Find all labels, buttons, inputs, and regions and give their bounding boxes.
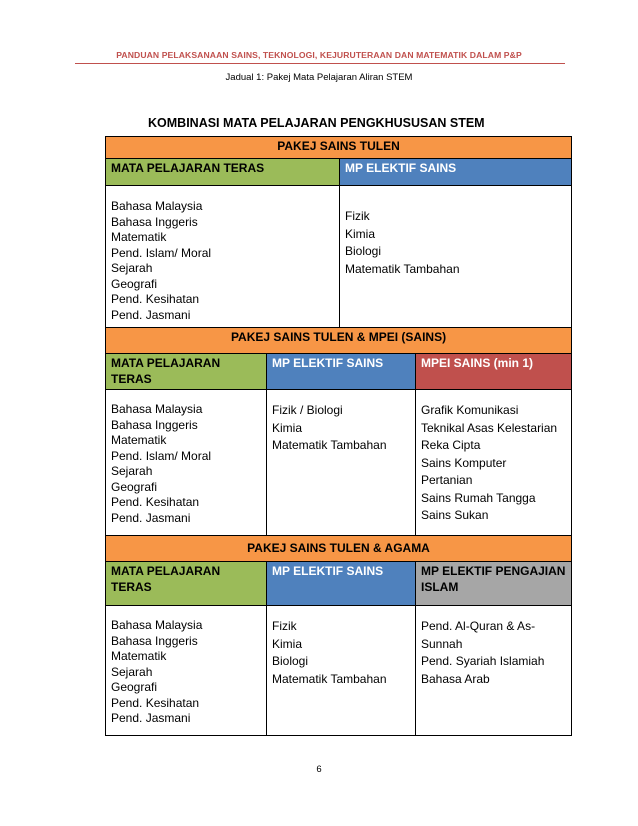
list-item: Biologi [345, 244, 382, 258]
subject-list [416, 390, 572, 536]
list-item: Teknikal Asas Kelestarian [421, 420, 558, 435]
list-item: Pend. Jasmani [111, 510, 191, 525]
subject-list [416, 606, 572, 736]
column-header: MP ELEKTIF SAINS [267, 562, 416, 606]
list-item: Kimia [272, 420, 303, 435]
list-item: Bahasa Inggeris [111, 633, 198, 648]
list-item: Fizik [345, 209, 370, 223]
column-header: MP ELEKTIF PENGAJIAN ISLAM [416, 562, 572, 606]
list-item: Pend. Islam/ Moral [111, 245, 212, 260]
list-item: Pertanian [421, 473, 473, 487]
subject-list [106, 390, 267, 536]
list-item: Pend. Syariah Islamiah [421, 654, 545, 668]
list-item: Matematik Tambahan [272, 438, 387, 452]
package-title: PAKEJ SAINS TULEN [106, 137, 572, 159]
list-item: Sunnah [421, 636, 463, 651]
table-caption: Jadual 1: Pakej Mata Pelajaran Aliran STEM [225, 72, 413, 83]
subject-list [106, 186, 340, 328]
list-item: Bahasa Malaysia [111, 618, 203, 632]
list-item: Sejarah [111, 464, 153, 478]
list-item: Bahasa Malaysia [111, 402, 203, 416]
list-item: Bahasa Inggeris [111, 417, 198, 432]
subject-list [267, 606, 416, 736]
section-title: KOMBINASI MATA PELAJARAN PENGKHUSUSAN STEM [148, 116, 485, 130]
list-item: Geografi [111, 680, 158, 694]
list-item: Kimia [345, 226, 376, 241]
package-title: PAKEJ SAINS TULEN & MPEI (SAINS) [106, 328, 572, 354]
list-item: Matematik Tambahan [345, 261, 460, 276]
list-item: Matematik [111, 230, 167, 244]
column-header: MATA PELAJARAN TERAS [106, 159, 340, 186]
column-header: MATA PELAJARAN TERAS [106, 354, 267, 390]
list-item: Pend. Kesihatan [111, 292, 200, 306]
list-item: Geografi [111, 276, 158, 291]
list-item: Pend. Kesihatan [111, 495, 200, 509]
page-number: 6 [316, 764, 322, 775]
list-item: Pend. Jasmani [111, 307, 191, 322]
list-item: Matematik [111, 433, 167, 447]
subject-list [267, 390, 416, 536]
list-item: Fizik [272, 619, 297, 633]
subject-list [106, 606, 267, 736]
column-header: MP ELEKTIF SAINS [340, 159, 572, 186]
list-item: Fizik / Biologi [272, 403, 343, 417]
list-item: Bahasa Malaysia [111, 199, 203, 213]
list-item: Sains Rumah Tangga [421, 490, 536, 505]
list-item: Matematik Tambahan [272, 671, 387, 686]
list-item: Sains Sukan [421, 508, 489, 522]
subject-list [340, 186, 572, 328]
list-item: Kimia [272, 636, 303, 651]
column-header: MPEI SAINS (min 1) [416, 354, 572, 390]
package-title: PAKEJ SAINS TULEN & AGAMA [106, 536, 572, 562]
list-item: Bahasa Inggeris [111, 214, 198, 229]
list-item: Bahasa Arab [421, 671, 490, 686]
list-item: Matematik [111, 649, 167, 663]
list-item: Reka Cipta [421, 438, 481, 452]
list-item: Sejarah [111, 664, 153, 679]
list-item: Pend. Al-Quran & As- [421, 619, 536, 633]
list-item: Pend. Kesihatan [111, 695, 200, 710]
list-item: Pend. Islam/ Moral [111, 448, 212, 463]
list-item: Grafik Komunikasi [421, 403, 519, 417]
stem-package-table [105, 136, 572, 736]
running-header: PANDUAN PELAKSANAAN SAINS, TEKNOLOGI, KEJURUTERAAN DAN MATEMATIK DALAM P&P [116, 50, 522, 60]
column-header: MP ELEKTIF SAINS [267, 354, 416, 390]
list-item: Sains Komputer [421, 455, 507, 470]
column-header: MATA PELAJARAN TERAS [106, 562, 267, 606]
list-item: Geografi [111, 479, 158, 494]
list-item: Biologi [272, 654, 309, 668]
list-item: Sejarah [111, 261, 153, 275]
header-divider [75, 63, 565, 64]
list-item: Pend. Jasmani [111, 711, 191, 725]
